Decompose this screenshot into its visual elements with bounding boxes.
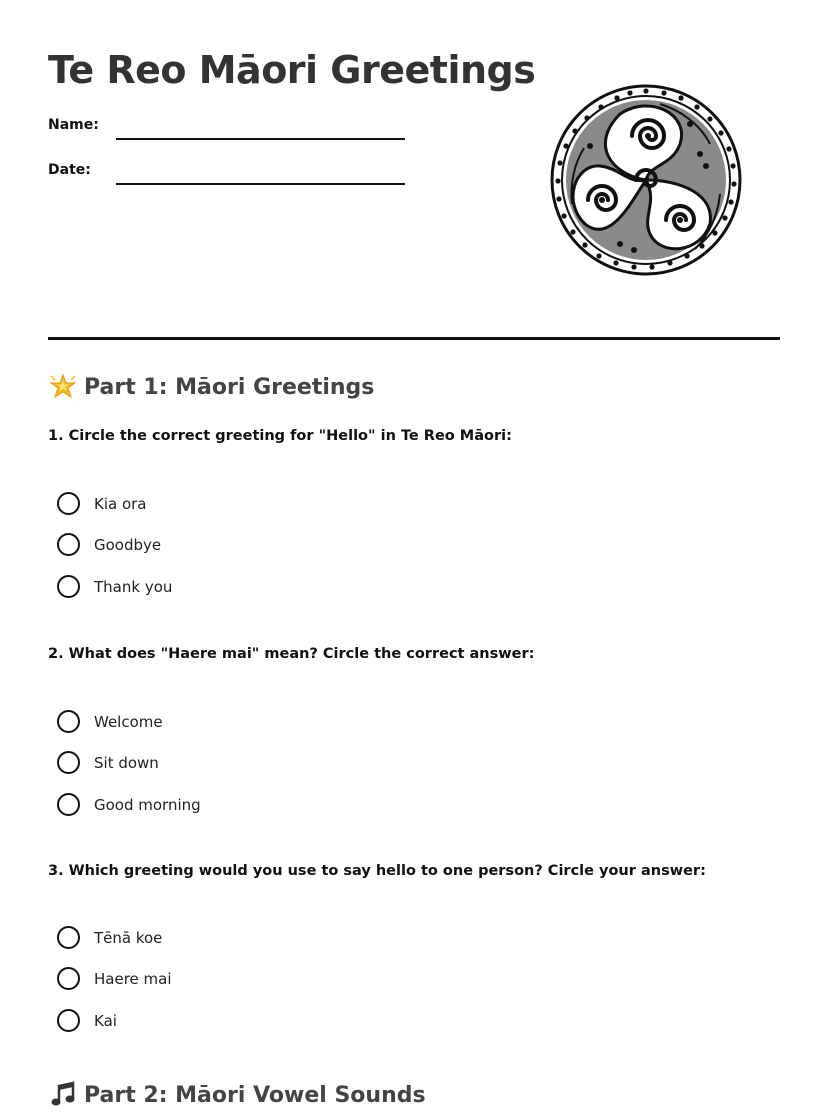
option-q2-b[interactable] bbox=[57, 751, 159, 774]
option-q2-a[interactable] bbox=[57, 710, 163, 733]
option-q1-c[interactable] bbox=[57, 575, 172, 598]
section-divider bbox=[48, 337, 780, 340]
date-label: Date: bbox=[48, 162, 91, 178]
option-label: Haere mai bbox=[94, 969, 172, 988]
question-2: 2. What does "Haere mai" mean? Circle the correct answer: bbox=[48, 646, 535, 662]
part2-heading-text: Part 2: Māori Vowel Sounds bbox=[84, 1082, 426, 1108]
star-emoji-icon bbox=[48, 372, 78, 402]
koru-spiral-emblem-icon bbox=[550, 84, 742, 276]
date-field[interactable] bbox=[116, 183, 405, 185]
question-3: 3. Which greeting would you use to say hello to one person? Circle your answer: bbox=[48, 863, 706, 879]
question-1: 1. Circle the correct greeting for "Hello" in Te Reo Māori: bbox=[48, 428, 512, 444]
option-label: Tēnā koe bbox=[94, 928, 163, 947]
part1-heading bbox=[48, 372, 374, 402]
option-q3-b[interactable] bbox=[57, 967, 172, 990]
page-title: Te Reo Māori Greetings bbox=[48, 48, 536, 92]
option-label: Kia ora bbox=[94, 494, 147, 513]
radio-circle[interactable] bbox=[57, 751, 80, 774]
option-label: Thank you bbox=[94, 577, 173, 596]
part1-heading-text: Part 1: Māori Greetings bbox=[84, 374, 375, 400]
radio-circle[interactable] bbox=[57, 710, 80, 733]
option-label: Welcome bbox=[94, 712, 163, 731]
radio-circle[interactable] bbox=[57, 575, 80, 598]
option-q1-b[interactable] bbox=[57, 533, 161, 556]
radio-circle[interactable] bbox=[57, 967, 80, 990]
option-q2-c[interactable] bbox=[57, 793, 201, 816]
radio-circle[interactable] bbox=[57, 793, 80, 816]
option-label: Good morning bbox=[94, 795, 201, 814]
music-note-icon bbox=[48, 1080, 78, 1110]
option-q3-a[interactable] bbox=[57, 926, 162, 949]
option-q1-a[interactable] bbox=[57, 492, 147, 515]
part2-heading bbox=[48, 1080, 426, 1110]
option-label: Sit down bbox=[94, 753, 159, 772]
option-label: Goodbye bbox=[94, 535, 162, 554]
radio-circle[interactable] bbox=[57, 1009, 80, 1032]
name-field[interactable] bbox=[116, 138, 405, 140]
radio-circle[interactable] bbox=[57, 926, 80, 949]
option-label: Kai bbox=[94, 1011, 117, 1030]
radio-circle[interactable] bbox=[57, 533, 80, 556]
name-label: Name: bbox=[48, 117, 99, 133]
radio-circle[interactable] bbox=[57, 492, 80, 515]
option-q3-c[interactable] bbox=[57, 1009, 117, 1032]
